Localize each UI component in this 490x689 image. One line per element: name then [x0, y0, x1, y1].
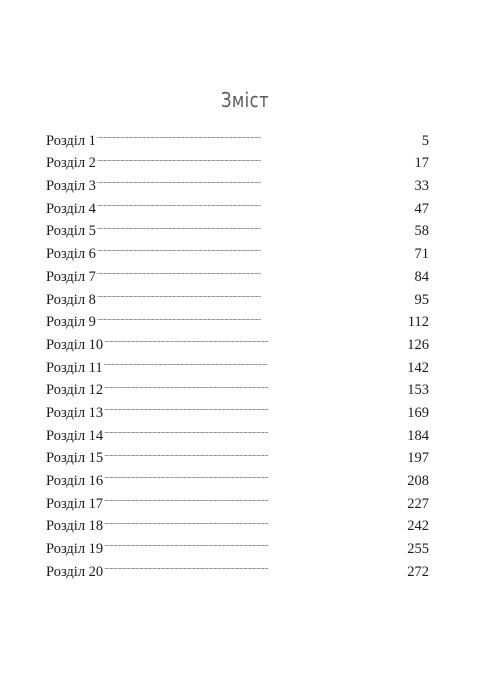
dot-leader — [97, 167, 413, 190]
toc-entry — [46, 440, 429, 467]
dot-leader — [104, 508, 405, 531]
toc-entry-page-number: 208 — [407, 473, 429, 489]
toc-entry — [46, 167, 429, 195]
toc-entry — [46, 235, 429, 263]
toc-entry — [46, 372, 429, 399]
toc-entry — [46, 258, 429, 285]
toc-entry — [46, 553, 429, 580]
toc-entry-label: Розділ 9 — [46, 314, 96, 331]
dot-leader — [104, 372, 405, 395]
toc-entry-label: Розділ 2 — [46, 155, 96, 172]
toc-entry-page-number: 227 — [407, 495, 429, 512]
toc-entry-page-number: 272 — [407, 563, 429, 580]
toc-entry-label: Розділ 15 — [46, 450, 104, 467]
toc-entry — [46, 281, 429, 308]
dot-leader — [97, 145, 413, 168]
toc-entry-label: Розділ 4 — [46, 200, 96, 217]
toc-entry-label: Розділ 7 — [46, 268, 96, 285]
toc-entry-page-number: 153 — [407, 382, 429, 399]
toc-entry-page-number: 5 — [421, 132, 429, 149]
toc-entry — [46, 462, 429, 489]
toc-entry — [46, 508, 429, 535]
dot-leader — [97, 281, 413, 304]
toc-entry — [46, 145, 429, 172]
dot-leader — [97, 235, 413, 258]
toc-entry-label: Розділ 11 — [46, 359, 103, 376]
dot-leader — [97, 122, 413, 145]
toc-entry-label: Розділ 3 — [46, 178, 96, 195]
dot-leader — [104, 553, 405, 576]
toc-entry-page-number: 33 — [414, 178, 429, 195]
toc-entry-page-number: 95 — [414, 291, 429, 308]
toc-entry-label: Розділ 18 — [46, 518, 104, 535]
dot-leader — [104, 417, 405, 440]
dot-leader — [104, 530, 405, 553]
dot-leader — [104, 394, 405, 417]
toc-entry-page-number: 58 — [414, 223, 429, 240]
toc-entry-page-number: 126 — [407, 336, 429, 353]
table-of-contents — [46, 122, 429, 580]
toc-entry — [46, 326, 429, 353]
dot-leader — [104, 462, 405, 485]
toc-entry-page-number: 255 — [407, 541, 429, 558]
dot-leader — [104, 440, 405, 463]
toc-entry-page-number: 84 — [414, 268, 429, 285]
toc-entry-page-number: 17 — [414, 155, 429, 172]
toc-entry — [46, 394, 429, 421]
toc-entry-page-number: 184 — [407, 427, 429, 444]
toc-entry-page-number: 112 — [407, 314, 429, 331]
toc-entry-label: Розділ 19 — [46, 541, 104, 558]
dot-leader — [104, 485, 405, 508]
toc-entry-label: Розділ 17 — [46, 495, 104, 512]
dot-leader — [97, 190, 413, 213]
page-title: Зміст — [220, 88, 270, 112]
toc-entry-page-number: 71 — [414, 246, 429, 263]
toc-entry-page-number: 242 — [407, 518, 429, 535]
toc-entry — [46, 190, 429, 217]
dot-leader — [97, 258, 413, 281]
toc-entry-label: Розділ 1 — [46, 132, 96, 149]
toc-entry-label: Розділ 5 — [46, 223, 96, 240]
toc-entry-label: Розділ 14 — [46, 427, 104, 444]
toc-entry-label: Розділ 10 — [46, 336, 104, 353]
dot-leader — [97, 213, 413, 236]
toc-entry — [46, 349, 429, 376]
toc-entry — [46, 122, 429, 149]
dot-leader — [97, 304, 406, 327]
dot-leader — [104, 349, 406, 372]
toc-entry — [46, 417, 429, 444]
toc-entry — [46, 485, 429, 512]
toc-entry-page-number: 169 — [407, 404, 429, 421]
toc-entry-page-number: 142 — [407, 359, 429, 376]
toc-entry-label: Розділ 16 — [46, 473, 104, 489]
toc-entry-page-number: 47 — [414, 200, 429, 217]
toc-entry — [46, 213, 429, 240]
dot-leader — [104, 326, 405, 349]
toc-entry-label: Розділ 8 — [46, 291, 96, 308]
toc-entry-label: Розділ 20 — [46, 563, 104, 580]
toc-entry-label: Розділ 12 — [46, 382, 104, 399]
toc-entry — [46, 304, 429, 331]
toc-entry-label: Розділ 13 — [46, 404, 104, 421]
toc-entry-label: Розділ 6 — [46, 246, 96, 263]
toc-entry-page-number: 197 — [407, 450, 429, 467]
toc-entry — [46, 530, 429, 558]
